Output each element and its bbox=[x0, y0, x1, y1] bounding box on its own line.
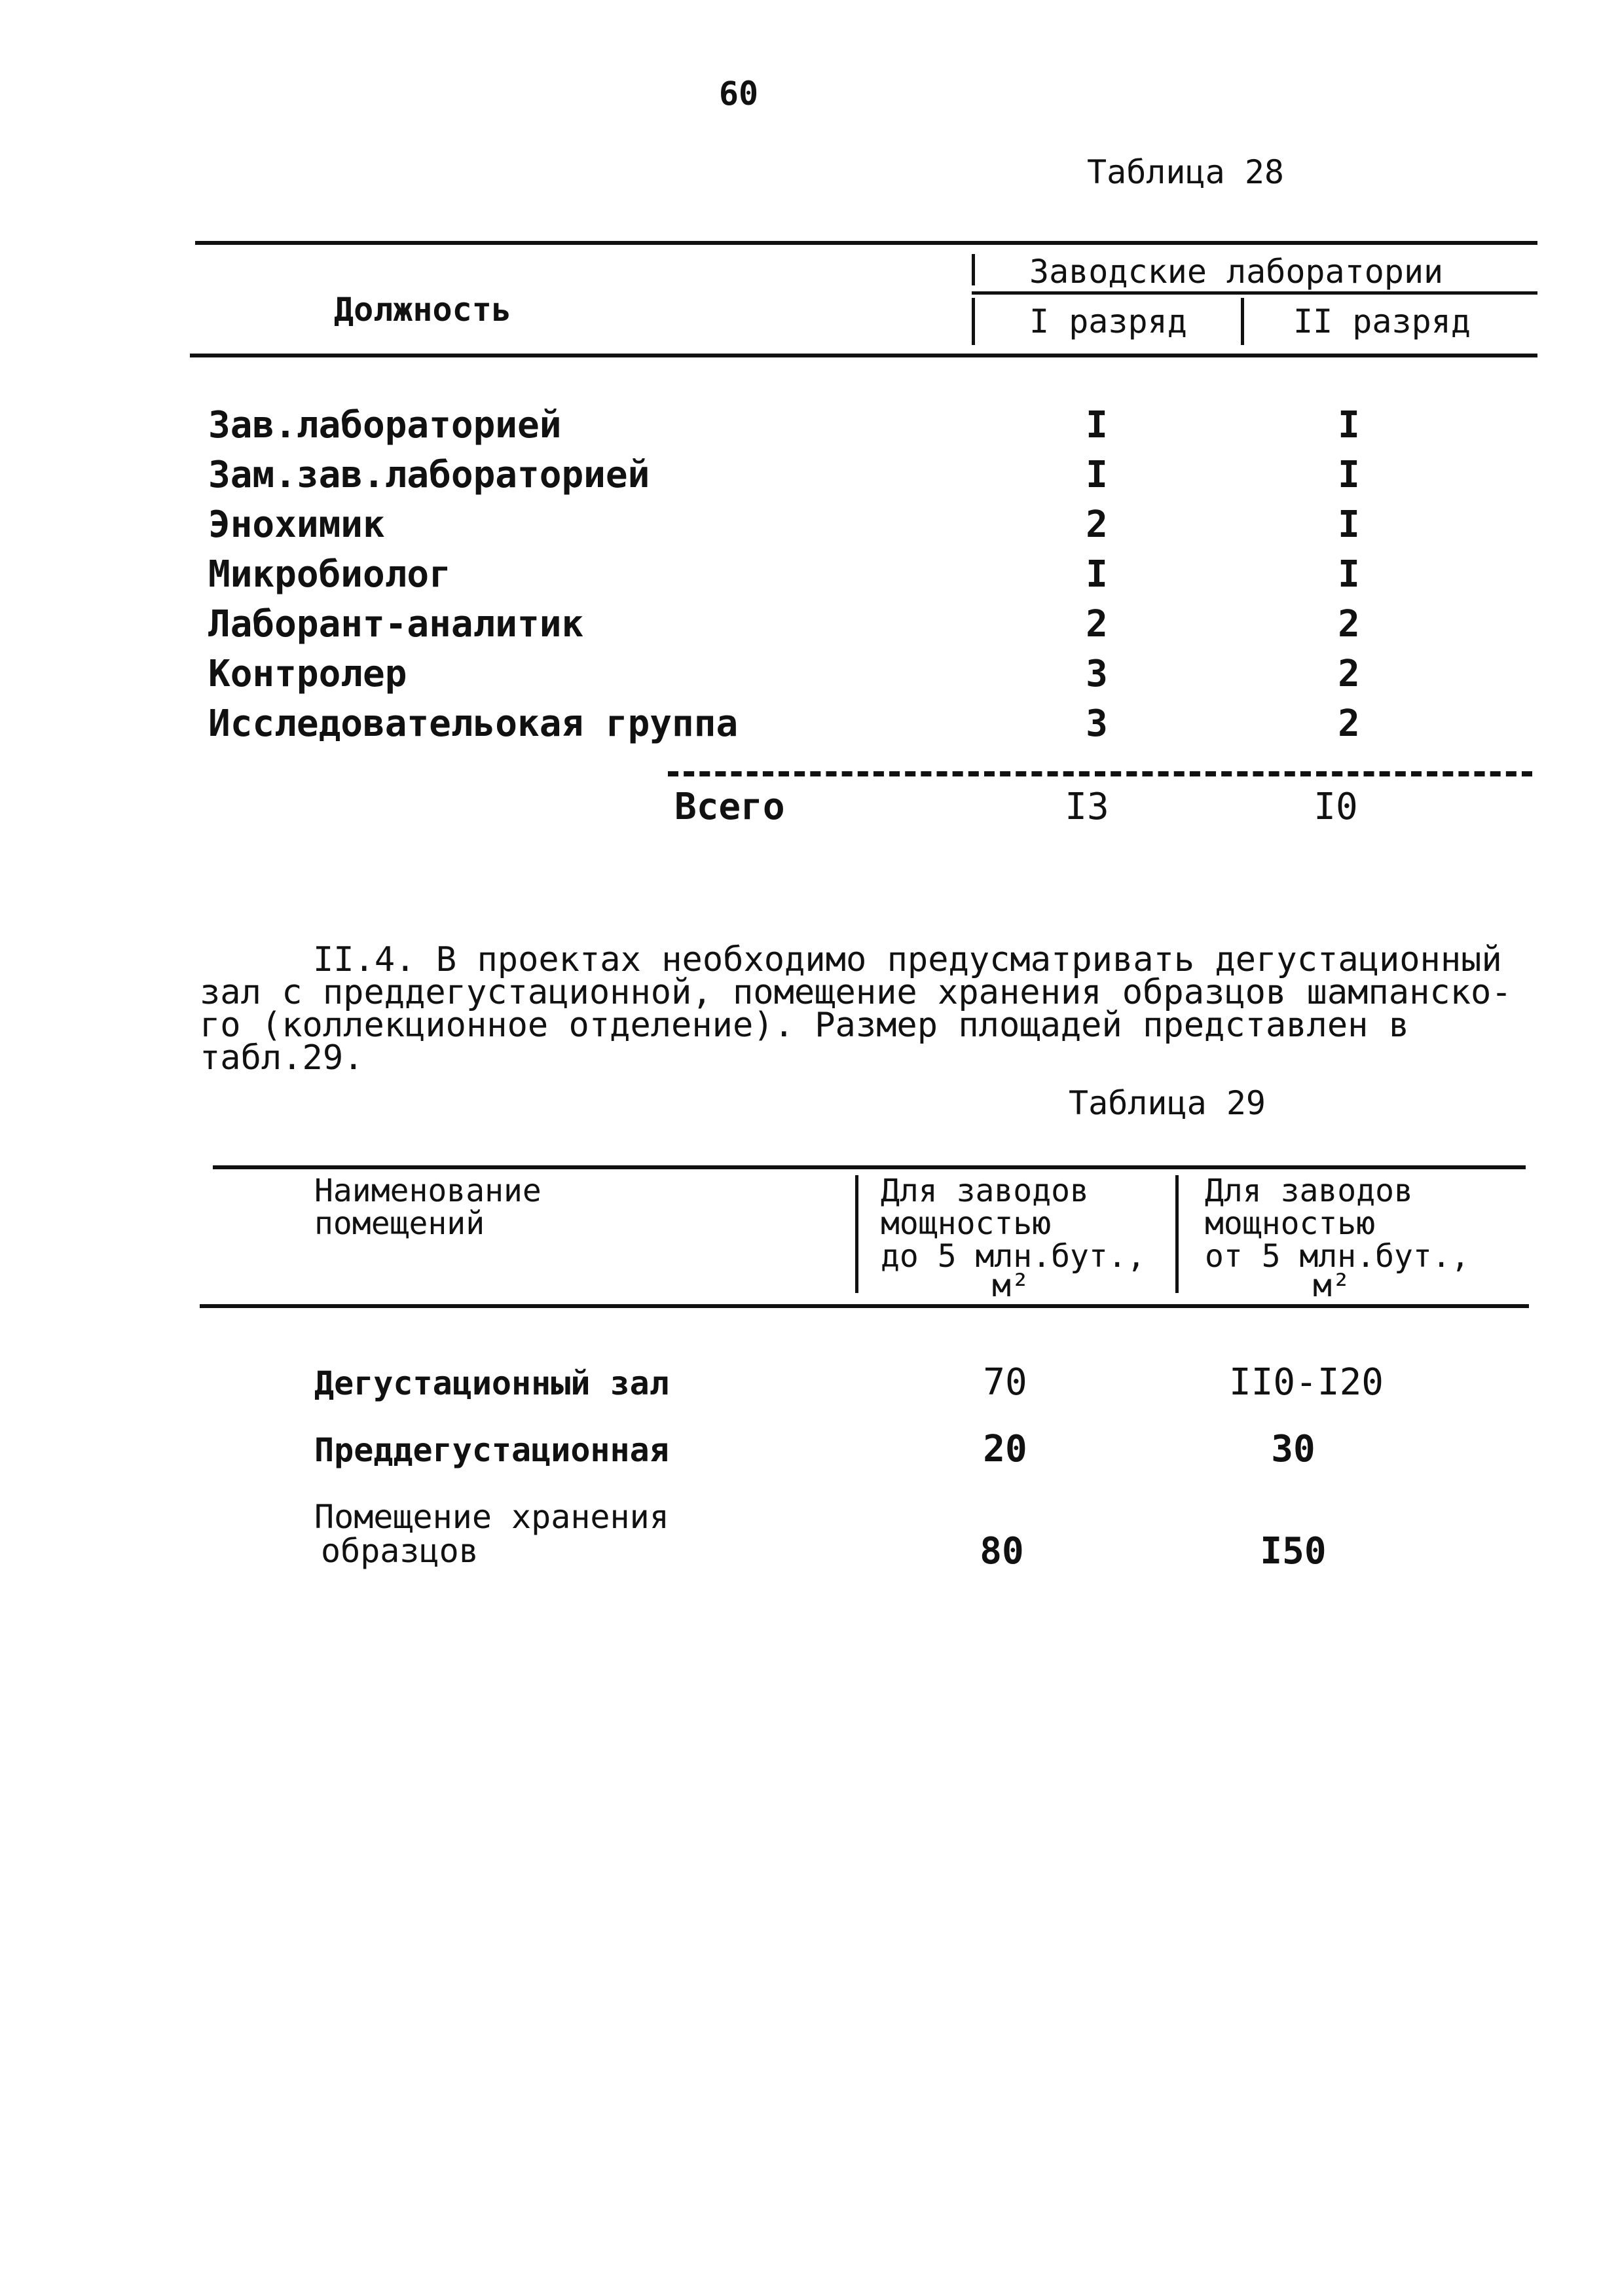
table-28-row-col1: 2 bbox=[1086, 503, 1108, 546]
table-28-top-rule bbox=[195, 241, 1537, 245]
table-29-row-col1: 20 bbox=[983, 1428, 1027, 1470]
table-29-col-separator-left bbox=[855, 1175, 858, 1293]
table-29-row-col2: 30 bbox=[1271, 1428, 1315, 1470]
table-28-row-name: Зав.лабораторией bbox=[208, 404, 562, 446]
table-28-total-separator bbox=[668, 771, 1532, 776]
table-29-row-col1: 70 bbox=[983, 1361, 1027, 1404]
page-number: 60 bbox=[718, 75, 759, 113]
paragraph-line: II.4. В проектах необходимо предусматривать дегустационный bbox=[313, 940, 1502, 979]
table-28-group-header: Заводские лаборатории bbox=[1029, 253, 1444, 291]
table-28-row-name: Энохимик bbox=[208, 503, 385, 546]
table-29-row-name: образцов bbox=[321, 1532, 479, 1570]
table-29-row-col2: I50 bbox=[1260, 1530, 1327, 1573]
table-29-col-separator-mid bbox=[1175, 1175, 1179, 1293]
table-28-subheader-separator-left bbox=[972, 298, 975, 345]
table-28-row-col1: 2 bbox=[1086, 603, 1108, 646]
paragraph-line: зал с преддегустационной, помещение хранения образцов шампанско- bbox=[200, 973, 1512, 1012]
table-28-row-col1: I bbox=[1086, 404, 1108, 446]
table-29-name-header-line: помещений bbox=[314, 1205, 485, 1242]
paragraph-line: табл.29. bbox=[200, 1038, 364, 1078]
table-28-row-col2: I bbox=[1338, 503, 1360, 546]
table-29-col1-header-line: мощностью bbox=[881, 1205, 1052, 1242]
table-29-top-rule bbox=[213, 1165, 1526, 1169]
table-28-row-col1: I bbox=[1086, 454, 1108, 496]
table-28-group-rule bbox=[972, 291, 1537, 295]
table-28-row-col2: I bbox=[1338, 553, 1360, 596]
table-29-row-col1: 80 bbox=[980, 1530, 1024, 1573]
table-28-total-col2: I0 bbox=[1314, 786, 1358, 828]
table-28-row-col2: 2 bbox=[1338, 702, 1360, 745]
table-28-total-label: Всего bbox=[674, 786, 785, 828]
table-28-row-col1: I bbox=[1086, 553, 1108, 596]
table-28-row-name: Зам.зав.лабораторией bbox=[208, 454, 650, 496]
table-28-subheader-separator-mid bbox=[1241, 298, 1244, 345]
table-29-row-name: Помещение хранения bbox=[314, 1498, 669, 1536]
table-28-row-col2: I bbox=[1338, 404, 1360, 446]
table-29-col2-header-line: мощностью bbox=[1205, 1205, 1376, 1242]
table-28-col1-header: I разряд bbox=[1029, 302, 1187, 340]
table-28-row-name: Исследовательокая группа bbox=[208, 702, 739, 745]
table-28-total-col1: I3 bbox=[1065, 786, 1109, 828]
table-28-row-name: Контролер bbox=[208, 653, 407, 695]
table-29-col2-header-line: м² bbox=[1313, 1267, 1351, 1304]
table-28-row-name: Микробиолог bbox=[208, 553, 451, 596]
table-29-col1-header-line: до 5 млн.бут., bbox=[881, 1238, 1146, 1275]
table-29-col1-header-line: м² bbox=[992, 1267, 1030, 1304]
table-28-caption: Таблица 28 bbox=[1087, 153, 1285, 191]
table-29-row-name: Преддегустационная bbox=[314, 1431, 669, 1469]
table-28-header-bottom-rule bbox=[190, 354, 1537, 357]
table-28-group-separator bbox=[972, 254, 975, 285]
table-28-row-col1: 3 bbox=[1086, 653, 1108, 695]
table-28-row-col1: 3 bbox=[1086, 702, 1108, 745]
table-29-name-header-line: Наименование bbox=[314, 1173, 542, 1209]
table-28-row-name: Лаборант-аналитик bbox=[208, 603, 584, 646]
table-28-position-header: Должность bbox=[334, 291, 511, 329]
table-29-col2-header-line: Для заводов bbox=[1205, 1173, 1413, 1209]
table-29-row-col2: II0-I20 bbox=[1228, 1361, 1384, 1404]
table-28-row-col2: 2 bbox=[1338, 603, 1360, 646]
table-28-col2-header: II разряд bbox=[1293, 302, 1471, 340]
table-29-row-name: Дегустационный зал bbox=[314, 1364, 669, 1402]
table-29-caption: Таблица 29 bbox=[1069, 1084, 1266, 1122]
paragraph-line: го (коллекционное отделение). Размер площадей представлен в bbox=[200, 1006, 1410, 1045]
table-29-col1-header-line: Для заводов bbox=[881, 1173, 1089, 1209]
table-28-row-col2: I bbox=[1338, 454, 1360, 496]
table-28-row-col2: 2 bbox=[1338, 653, 1360, 695]
table-29-header-bottom-rule bbox=[200, 1304, 1529, 1308]
table-29-col2-header-line: от 5 млн.бут., bbox=[1205, 1238, 1470, 1275]
